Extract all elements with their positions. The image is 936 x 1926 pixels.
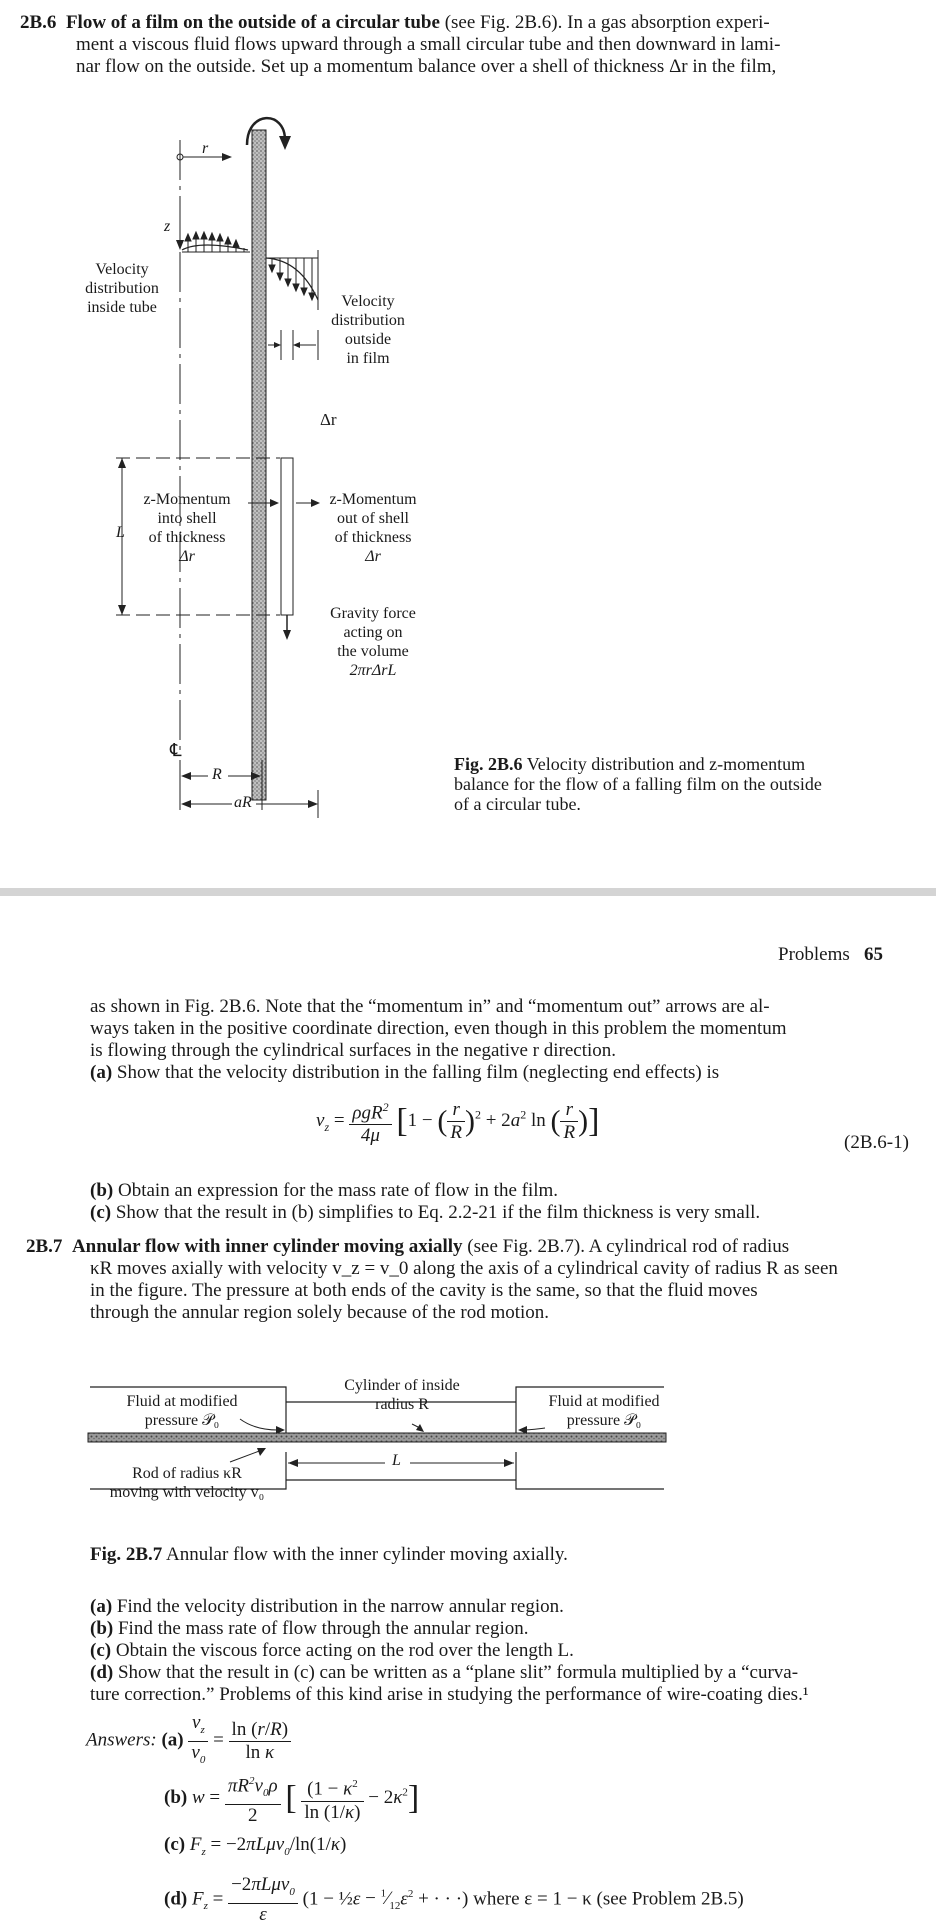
- label-fluid-left: Fluid at modified pressure 𝒫₀: [126, 1393, 238, 1429]
- figure-2b6: [0, 110, 936, 830]
- label-momentum-in: z-Momentum into shell of thickness Δr: [143, 491, 231, 565]
- problem-title: Flow of a film on the outside of a circular tube: [65, 12, 440, 33]
- L-label: L: [116, 524, 125, 541]
- rod: [88, 1433, 666, 1442]
- answer-c: (c) $F_z = -2\pi L\mu v_0/\ln(1/\kappa)$: [164, 1834, 347, 1858]
- answer-a: Answers: (a) $\frac{v_z}{v_0}$ = $\frac{\ln (r/R)}{\text{ln κ}}$: [86, 1712, 291, 1771]
- delta-r-label: Δr: [320, 410, 337, 429]
- z-axis-label: z: [164, 218, 171, 235]
- running-head: Problems 65: [778, 944, 884, 965]
- problem-number: 2B.6: [20, 12, 57, 33]
- problem-2b6-intro: 2B.6 Flow of a film on the outside of a circular tube (see Fig. 2B.6). In a gas absorption experi- ment a viscous fluid flows upward through a small circular tube and then downward in lami- nar flow on the outside. Set up a momentum balance over a shell of thickness Δr in the film,: [20, 12, 781, 77]
- shell-element: [281, 458, 293, 615]
- label-velocity-inside: Velocity distribution inside tube: [85, 261, 159, 316]
- problem-2b7-intro: 2B.7 Annular flow with inner cylinder moving axially (see Fig. 2B.7). A cylindrical rod of radius κR moves axially with velocity v_z = v_0 along the axis of a cylindrical cavity of radius R as seen in the figure. The pressure at both ends of the cavity is the same, so that the fluid moves through the annular region solely because of the rod motion.: [26, 1236, 838, 1323]
- outside-velocity-arrows: [269, 258, 315, 300]
- page-number: 65: [864, 944, 884, 965]
- equation-2b6-1: $v_z$ = $\frac{\rho gR^2}{4\mu}$ [1 − ( $\frac{r}{R}$ )$^2 + 2a^2$ ln ( $\frac{r}{R}$ )]: [316, 1096, 599, 1147]
- tube-wall: [252, 130, 266, 800]
- label-momentum-out: z-Momentum out of shell of thickness Δr: [329, 491, 417, 565]
- label-velocity-outside: Velocity distribution outside in film: [331, 293, 405, 367]
- problem-title: Annular flow with inner cylinder moving axially: [71, 1236, 463, 1257]
- label-gravity: Gravity force acting on the volume 2πrΔrL: [330, 605, 416, 679]
- answer-b: (b) w = $\frac{\pi R^2v_0\rho}{2}$ [ $\frac{(1 - \kappa^2}{\ln (1/\kappa)}$ − $2\kappa^2$]: [164, 1770, 419, 1827]
- figure-2b6-caption: Fig. 2B.6 Velocity distribution and z-momentum balance for the flow of a falling film on the outside of a circular tube.: [454, 754, 822, 814]
- label-rod: Rod of radius κR moving with velocity v₀: [109, 1465, 265, 1501]
- inside-velocity-arrows: [185, 232, 244, 252]
- equation-number: (2B.6-1): [844, 1132, 909, 1153]
- r-axis-label: r: [202, 140, 209, 157]
- L-label-2b7: L: [392, 1452, 401, 1469]
- page-break: [0, 888, 936, 896]
- answer-d: (d) $F_z$ = $\frac{-2\pi L\mu v_0}{\varepsilon}$ (1 − ½ε − $^1⁄_{12}\varepsilon^2$ + · · ·) where ε = 1 − κ (see Problem 2B.5): [164, 1874, 744, 1925]
- problem-2b6-continued: as shown in Fig. 2B.6. Note that the “momentum in” and “momentum out” arrows are al- ways taken in the positive coordinate direction, even though in this problem the momentum is flowing through the cylindrical surfaces in the negative r direction. (a) Show that the velocity distribution in the falling film (neglecting end effects) is: [90, 996, 787, 1083]
- problem-number: 2B.7: [26, 1236, 63, 1257]
- label-cylinder: Cylinder of inside radius R: [344, 1377, 460, 1413]
- problem-2b7-parts: (a) Find the velocity distribution in the narrow annular region. (b) Find the mass rate of flow through the annular region. (c) Obtain the viscous force acting on the rod over the length L. (d) Show that the result in (c) can be written as a “plane slit” formula multiplied by a “curva- ture correction.” Problems of this kind arise in studying the performance of wire-coating dies.¹: [90, 1596, 809, 1705]
- R-label: R: [212, 766, 222, 783]
- aR-label: aR: [234, 794, 252, 811]
- label-fluid-right: Fluid at modified pressure 𝒫₀: [548, 1393, 660, 1429]
- centerline-symbol: ℄: [170, 740, 182, 760]
- figure-2b7-caption: Fig. 2B.7 Annular flow with the inner cylinder moving axially.: [90, 1544, 568, 1565]
